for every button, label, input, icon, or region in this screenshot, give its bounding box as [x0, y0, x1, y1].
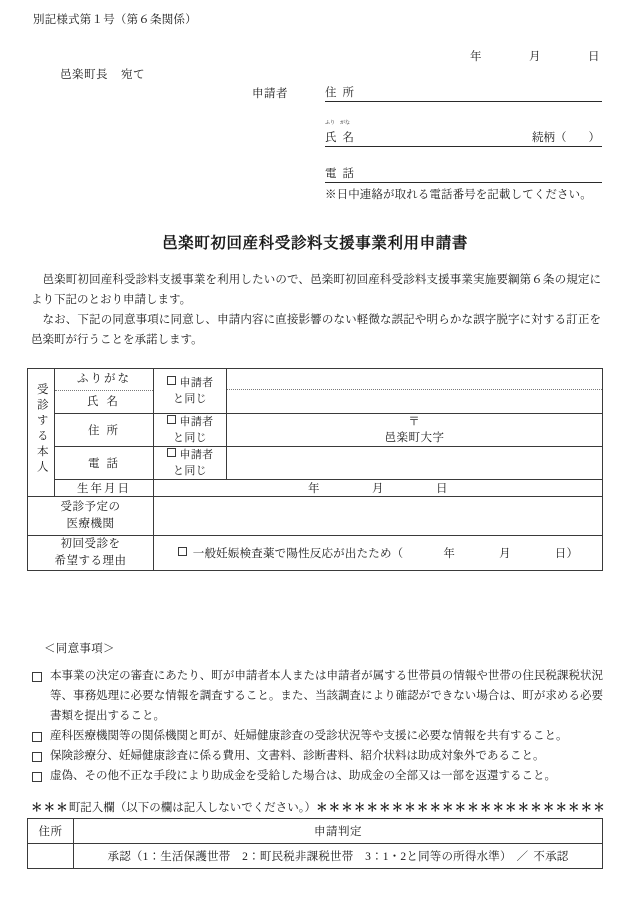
checkbox-icon[interactable]	[167, 448, 176, 457]
table-row-birthdate	[28, 480, 603, 497]
admin-address-value[interactable]	[28, 844, 74, 869]
admin-col-address-header: 住所	[28, 819, 74, 844]
tel-note: ※日中連絡が取れる電話番号を記載してください。	[325, 189, 592, 201]
stars-trail: ＊＊＊＊＊＊＊＊＊＊＊＊＊＊＊＊＊＊＊＊＊＊＊	[316, 802, 606, 814]
applicant-details-table	[27, 368, 603, 571]
admin-section-heading	[31, 799, 606, 815]
reason-day-label: 日）	[554, 548, 579, 560]
date-day-label: 日	[588, 51, 600, 63]
furigana-ruby: ふり がな	[325, 121, 351, 126]
consent-item-text: 産科医療機関等の関係機関と町が、妊婦健康診査の受診状況等や支援に必要な情報を共有すること。	[50, 730, 568, 742]
address-same-as-applicant-checkbox[interactable]	[154, 414, 227, 447]
date-month-label: 月	[529, 51, 541, 63]
form-code: 別記様式第１号（第６条関係）	[33, 14, 197, 26]
admin-col-judgement-header: 申請判定	[74, 819, 603, 844]
list-item[interactable]	[31, 726, 603, 746]
same-as-line1: 申請者	[179, 449, 214, 461]
consent-heading: ＜同意事項＞	[44, 643, 115, 655]
tel-label-cell: 電 話	[55, 447, 154, 480]
addressee-suffix: 宛て	[121, 69, 145, 81]
consent-item-text: 本事業の決定の審査にあたり、町が申請者本人または申請者が属する世帯員の情報や世帯の住民税課税状況等、事務処理に必要な情報を調査すること。また、当該調査により確認ができない場合は、町が求める必要書類を提出すること。	[50, 670, 603, 722]
relation-field[interactable]: 続柄（ ）	[532, 132, 600, 144]
name-kanji-2: 名	[342, 132, 354, 144]
tel-same-as-applicant-checkbox[interactable]	[154, 447, 227, 480]
birthdate-input-cell[interactable]	[154, 480, 603, 497]
consent-list	[31, 666, 603, 786]
applicant-name-field[interactable]	[325, 121, 602, 147]
admin-verdict-cell[interactable]	[74, 844, 603, 869]
name-same-as-applicant-checkbox[interactable]	[154, 369, 227, 414]
admin-heading-text: 町記入欄（以下の欄は記入しないでください。）	[68, 802, 317, 814]
same-as-line1: 申請者	[179, 377, 214, 389]
list-item[interactable]	[31, 746, 603, 766]
checkbox-icon[interactable]	[32, 672, 42, 682]
institution-label-cell: 受診予定の 医療機関	[28, 497, 154, 536]
table-row-name	[28, 369, 603, 414]
admin-judgement-table	[27, 818, 603, 869]
applicant-label: 申請者	[252, 88, 288, 100]
address-input-cell[interactable]	[227, 414, 603, 447]
verdict-separator: ／	[516, 851, 529, 863]
applicant-tel-field[interactable]	[325, 166, 602, 183]
table-row	[28, 819, 603, 844]
intro-paragraph-1: 邑楽町初回産科受診料支援事業を利用したいので、邑楽町初回産科受診料支援事業実施要綱第６条の規定により下記のとおり申請します。	[31, 274, 601, 306]
applicant-address-label: 住 所	[325, 87, 354, 99]
applicant-address-field[interactable]	[325, 85, 602, 102]
address-prefill: 邑楽町大字	[384, 432, 445, 444]
birth-month-label: 月	[372, 483, 384, 495]
intro-paragraph-2: なお、下記の同意事項に同意し、申請内容に直接影響のない軽微な誤記や明らかな誤字脱字に対する訂正を邑楽町が行うことを承諾します。	[31, 314, 601, 346]
name-kanji-1: 氏	[325, 132, 337, 144]
table-row	[28, 844, 603, 869]
checkbox-icon[interactable]	[32, 732, 42, 742]
postal-code-mark: 〒	[408, 416, 421, 428]
reason-year-label: 年	[443, 548, 456, 560]
table-row-tel	[28, 447, 603, 480]
submission-date-line	[470, 48, 600, 64]
verdict-approve[interactable]: 承認（1：生活保護世帯 2：町民税非課税世帯 3：1・2と同等の所得水準）	[107, 851, 512, 863]
addressee-name: 邑楽町長	[60, 69, 108, 81]
same-as-line2: と同じ	[173, 393, 207, 405]
birthdate-label-cell: 生年月日	[55, 480, 154, 497]
name-ruby-group	[325, 121, 354, 145]
same-as-line2: と同じ	[173, 465, 207, 477]
reason-label-cell: 初回受診を 希望する理由	[28, 536, 154, 571]
table-row-institution	[28, 497, 603, 536]
same-as-line1: 申請者	[179, 416, 214, 428]
page-title: 邑楽町初回産科受診料支援事業利用申請書	[162, 235, 468, 252]
furigana-label: ふりがな	[55, 369, 153, 391]
name-label: 氏 名	[87, 395, 121, 408]
birth-year-label: 年	[308, 483, 320, 495]
name-input-cell[interactable]	[227, 369, 603, 414]
checkbox-icon[interactable]	[178, 547, 187, 556]
table-row-reason	[28, 536, 603, 571]
verdict-reject[interactable]: 不承認	[533, 851, 569, 863]
name-write-line[interactable]	[227, 390, 602, 406]
vertical-header-patient: 受診する本人	[28, 369, 55, 497]
reason-option-text: 一般妊娠検査薬で陽性反応が出たため（	[192, 548, 404, 560]
intro-text	[31, 270, 601, 350]
date-year-label: 年	[470, 51, 482, 63]
checkbox-icon[interactable]	[32, 772, 42, 782]
consent-item-text: 保険診療分、妊婦健康診査に係る費用、文書料、診断書料、紹介状料は助成対象外であること。	[50, 750, 545, 762]
checkbox-icon[interactable]	[167, 376, 176, 385]
applicant-name-label	[325, 121, 354, 145]
table-row-address	[28, 414, 603, 447]
checkbox-icon[interactable]	[32, 752, 42, 762]
address-label-cell: 住 所	[55, 414, 154, 447]
same-as-line2: と同じ	[173, 432, 207, 444]
tel-input-cell[interactable]	[227, 447, 603, 480]
reason-month-label: 月	[499, 548, 511, 560]
checkbox-icon[interactable]	[167, 415, 176, 424]
list-item[interactable]	[31, 766, 603, 786]
stars-lead: ＊＊＊	[31, 802, 69, 814]
addressee	[60, 66, 145, 82]
name-label-cell	[55, 369, 154, 414]
birth-day-label: 日	[436, 483, 448, 495]
furigana-write-line[interactable]	[227, 376, 602, 390]
applicant-tel-label: 電 話	[325, 168, 354, 180]
institution-input-cell[interactable]	[154, 497, 603, 536]
reason-input-cell[interactable]	[154, 536, 603, 571]
consent-item-text: 虚偽、その他不正な手段により助成金を受給した場合は、助成金の全部又は一部を返還すること。	[50, 770, 556, 782]
list-item[interactable]	[31, 666, 603, 726]
